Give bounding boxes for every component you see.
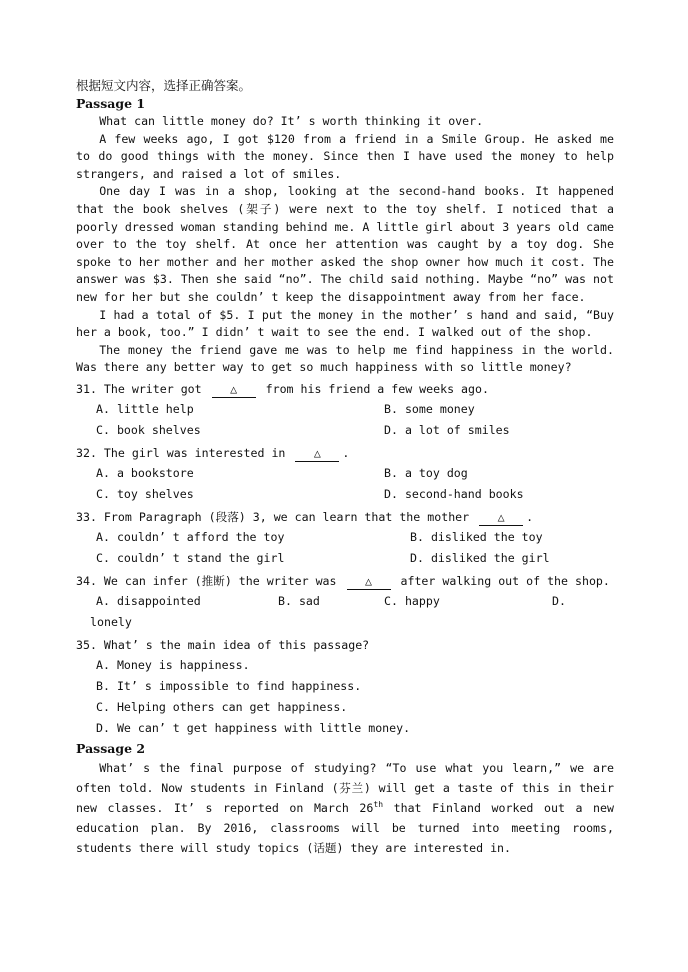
option-a: A. little help [96, 401, 194, 416]
option-a: A. a bookstore [96, 465, 194, 480]
question-32 [76, 443, 614, 463]
passage-2-text: What’ s the final purpose of studying? “To use what you learn,” we are often told. Now students in Finland (芬兰) will get a taste of this in their new classes. It’ s reported on March 26 [76, 760, 614, 815]
option-b: B. some money [384, 401, 475, 416]
passage-1-paragraph: One day I was in a shop, looking at the second-hand books. It happened that the book shelves (架子) were next to the toy shelf. I noticed that a poorly dressed woman standing behind me. A little girl about 3 years old came over to the toy shelf. At once her attention was caught by a toy dog. She spoke to her mother and her mother asked the shop owner how much it cost. The answer was $3. Then she said “no”. The child said nothing. Maybe “no” was not new for her but she couldn’ t keep the disappointment away from her face. [76, 184, 614, 304]
question-text: 33. From Paragraph (段落) 3, we can learn that the mother [76, 509, 470, 524]
option-c: C. Helping others can get happiness. [96, 699, 348, 714]
option-d: D. a lot of smiles [384, 422, 510, 437]
option-a: A. couldn’ t afford the toy [96, 529, 285, 544]
question-33 [76, 507, 614, 527]
question-text: from his friend a few weeks ago. [265, 381, 489, 396]
passage-1-title: Passage 1 [76, 96, 146, 111]
option-b: B. disliked the toy [410, 529, 543, 544]
question-31-options [96, 399, 614, 441]
question-text: 32. The girl was interested in [76, 445, 286, 460]
question-35 [76, 635, 614, 655]
passage-2-paragraph [76, 758, 614, 858]
passage-1-paragraph: The money the friend gave me was to help me find happiness in the world. Was there any better way to get so much happiness with so little money? [76, 342, 614, 375]
passage-1-paragraph: I had a total of $5. I put the money in the mother’ s hand and said, “Buy her a book, too.” I didn’ t wait to see the end. I walked out of the shop. [76, 307, 614, 340]
question-32-options [96, 463, 614, 505]
question-text: . [342, 445, 350, 460]
option-b: B. sad [278, 593, 320, 608]
option-c: C. happy [384, 593, 440, 608]
question-35-options [96, 655, 614, 739]
question-text: . [526, 509, 534, 524]
option-c: C. couldn’ t stand the girl [96, 550, 285, 565]
option-a: A. Money is happiness. [96, 657, 250, 672]
option-b: B. a toy dog [384, 465, 468, 480]
option-d-text: lonely [90, 614, 132, 629]
question-31 [76, 379, 614, 399]
question-text: 35. What’ s the main idea of this passage? [76, 637, 370, 652]
question-text: 31. The writer got [76, 381, 202, 396]
option-c: C. toy shelves [96, 486, 194, 501]
question-34-options [96, 591, 614, 612]
ordinal-suffix: th [373, 800, 384, 810]
worksheet-page [76, 77, 614, 858]
option-d: D. [552, 593, 566, 608]
passage-2-title: Passage 2 [76, 740, 146, 756]
passage-2-text: that Finland worked out a new education plan. By 2016, classrooms will be turned into meeting rooms, students there will study topics (话题) they are interested in. [76, 800, 614, 855]
question-text: 34. We can infer (推断) the writer was [76, 573, 337, 588]
instruction: 根据短文内容，选择正确答案。 [76, 78, 252, 93]
option-a: A. disappointed [96, 593, 201, 608]
question-33-options [96, 527, 614, 569]
passage-1-paragraph: What can little money do? It’ s worth thinking it over. [99, 114, 484, 128]
option-b: B. It’ s impossible to find happiness. [96, 678, 362, 693]
option-c: C. book shelves [96, 422, 201, 437]
option-d: D. We can’ t get happiness with little money. [96, 720, 411, 735]
answer-blank: △ [212, 382, 256, 398]
answer-blank: △ [479, 510, 523, 526]
question-text: after walking out of the shop. [400, 573, 610, 588]
option-d: D. second-hand books [384, 486, 524, 501]
question-34 [76, 571, 614, 591]
passage-1-paragraph: A few weeks ago, I got $120 from a friend in a Smile Group. He asked me to do good things with the money. Since then I have used the money to help strangers, and raised a lot of smiles. [76, 131, 614, 181]
answer-blank: △ [347, 574, 391, 590]
option-d: D. disliked the girl [410, 550, 550, 565]
answer-blank: △ [295, 446, 339, 462]
